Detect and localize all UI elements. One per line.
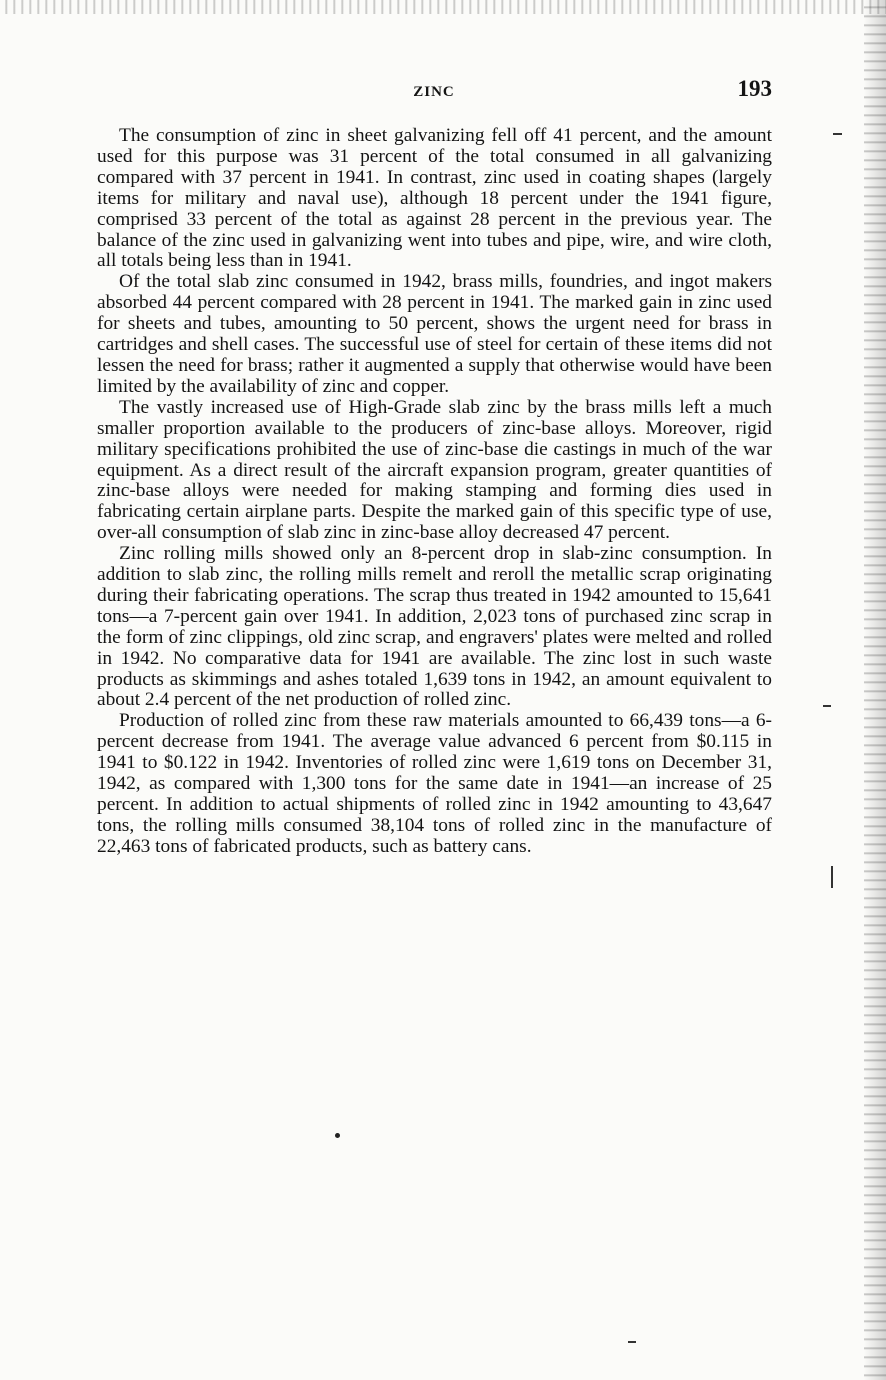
margin-mark xyxy=(833,133,842,135)
page-header xyxy=(96,76,772,108)
margin-mark xyxy=(823,705,831,707)
scan-right-edge xyxy=(864,0,886,1380)
body-text xyxy=(97,126,772,858)
paragraph: The consumption of zinc in sheet galvanizing fell off 41 percent, and the amount used for this purpose was 31 percent of the total consumed in all galvanizing compared with 37 percent in 1941. In contrast, zinc used in coating shapes (largely items for military and naval use), although 18 percent under the 1941 figure, comprised 33 percent of the total as against 28 percent in the previous year. The balance of the zinc used in galvanizing went into tubes and pipe, wire, and wire cloth, all totals being less than in 1941. xyxy=(97,125,772,272)
margin-mark xyxy=(831,866,833,888)
ink-speck xyxy=(335,1133,340,1138)
running-head: ZINC xyxy=(413,84,455,100)
paragraph: Production of rolled zinc from these raw materials amounted to 66,439 tons—a 6-percent decrease from 1941. The average value advanced 6 percent from $0.115 in 1941 to $0.122 in 1942. Inventories of rolled zinc were 1,619 tons on December 31, 1942, as compared with 1,300 tons for the same date in 1941—an increase of 25 percent. In addition to actual shipments of rolled zinc in 1942 amounting to 43,647 tons, the rolling mills consumed 38,104 tons of rolled zinc in the manufacture of 22,463 tons of fabricated products, such as battery cans. xyxy=(97,710,772,857)
page-number: 193 xyxy=(737,76,772,101)
margin-mark xyxy=(628,1341,636,1343)
paragraph: The vastly increased use of High-Grade slab zinc by the brass mills left a much smaller proportion available to the producers of zinc-base alloys. Moreover, rigid military specifications prohibited the use of zinc-base die castings in much of the war equipment. As a direct result of the aircraft expansion program, greater quantities of zinc-base alloys were needed for making stamping and forming dies used in fabricating certain airplane parts. Despite the marked gain of this specific type of use, over-all consumption of slab zinc in zinc-base alloy decreased 47 percent. xyxy=(97,396,772,544)
paragraph: Zinc rolling mills showed only an 8-percent drop in slab-zinc consumption. In addition to slab zinc, the rolling mills remelt and reroll the metallic scrap originating during their fabricating operations. The scrap thus treated in 1942 amounted to 15,641 tons—a 7-percent gain over 1941. In addition, 2,023 tons of purchased zinc scrap in the form of zinc clippings, old zinc scrap, and engravers' plates were melted and rolled in 1942. No comparative data for 1941 are available. The zinc lost in such waste products as skimmings and ashes totaled 1,639 tons in 1942, an amount equivalent to about 2.4 percent of the net production of rolled zinc. xyxy=(97,543,772,711)
scan-top-edge xyxy=(0,0,886,14)
paragraph: Of the total slab zinc consumed in 1942, brass mills, foundries, and ingot makers absorbed 44 percent compared with 28 percent in 1941. The marked gain in zinc used for sheets and tubes, amounting to 50 percent, shows the urgent need for brass in cartridges and shell cases. The successful use of steel for certain of these items did not lessen the need for brass; rather it augmented a supply that otherwise would have been limited by the availability of zinc and copper. xyxy=(97,271,772,397)
